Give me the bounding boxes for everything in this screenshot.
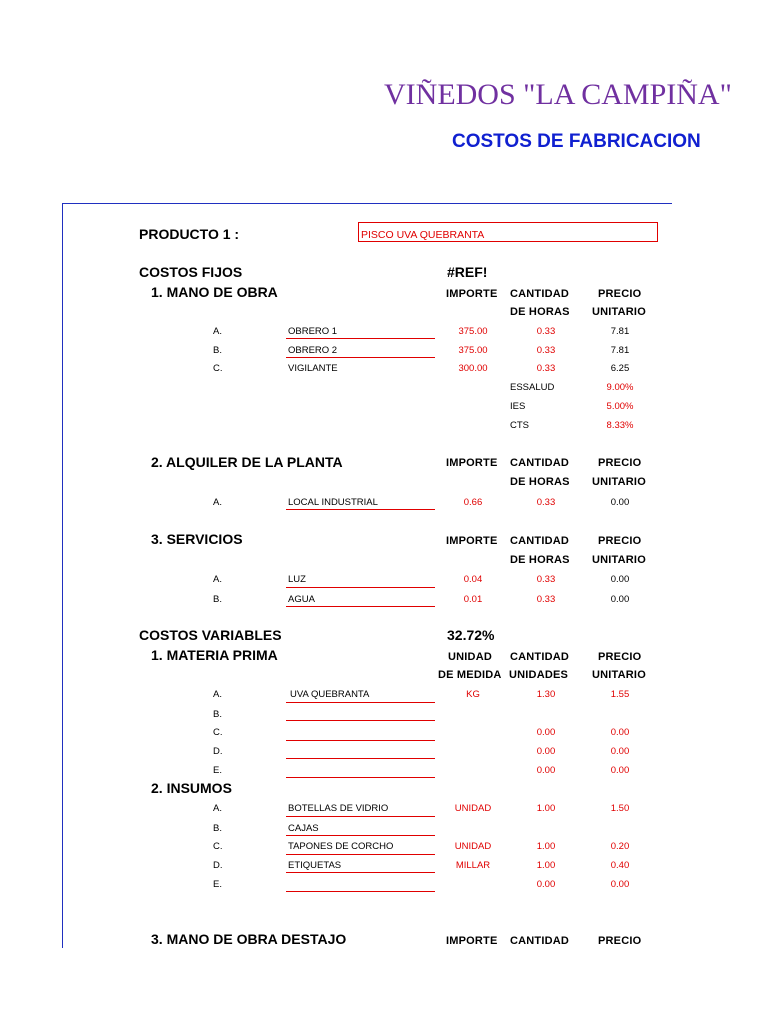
frame-left-border	[62, 203, 63, 948]
header-de-medida: DE MEDIDA	[438, 669, 502, 681]
row-precio[interactable]: 0.00	[610, 879, 630, 890]
row-precio[interactable]: 0.00	[610, 727, 630, 738]
cts-label: CTS	[510, 420, 529, 431]
header-precio: PRECIO	[598, 288, 642, 300]
row-underline	[286, 702, 435, 703]
header-precio: PRECIO	[598, 935, 642, 947]
costos-fijos-value: #REF!	[447, 264, 488, 280]
row-underline[interactable]	[286, 758, 435, 759]
row-letter: A.	[213, 689, 222, 700]
row-precio[interactable]: 0.20	[610, 841, 630, 852]
row-letter: C.	[213, 841, 223, 852]
header-cantidad: CANTIDAD	[510, 457, 570, 469]
row-underline[interactable]	[286, 891, 435, 892]
row-cantidad[interactable]: 0.33	[536, 497, 556, 508]
header-importe: IMPORTE	[446, 288, 498, 300]
row-underline	[286, 338, 435, 339]
row-underline	[286, 835, 435, 836]
row-letter: A.	[213, 803, 222, 814]
row-letter: A.	[213, 497, 222, 508]
header-precio: PRECIO	[598, 535, 642, 547]
costos-variables-label: COSTOS VARIABLES	[139, 627, 282, 643]
header-unitario: UNITARIO	[592, 306, 646, 318]
header-cantidad: CANTIDAD	[510, 651, 570, 663]
row-unidad[interactable]: UNIDAD	[454, 841, 492, 852]
row-cantidad[interactable]: 0.33	[536, 345, 556, 356]
row-letter: C.	[213, 363, 223, 374]
page-title: VIÑEDOS "LA CAMPIÑA"	[384, 78, 732, 111]
header-de-horas: DE HORAS	[510, 476, 570, 488]
header-precio: PRECIO	[598, 457, 642, 469]
row-importe[interactable]: 0.04	[463, 574, 483, 585]
row-cantidad[interactable]: 0.33	[536, 594, 556, 605]
essalud-value[interactable]: 9.00%	[606, 382, 634, 393]
row-precio[interactable]: 0.40	[610, 860, 630, 871]
row-cantidad[interactable]: 0.33	[536, 574, 556, 585]
row-name[interactable]: ETIQUETAS	[288, 860, 342, 871]
row-letter: B.	[213, 709, 222, 720]
header-importe: IMPORTE	[446, 535, 498, 547]
row-underline	[286, 357, 435, 358]
row-precio[interactable]: 1.50	[610, 803, 630, 814]
header-importe: IMPORTE	[446, 935, 498, 947]
row-underline	[286, 854, 435, 855]
row-precio: 7.81	[610, 326, 630, 337]
header-unitario: UNITARIO	[592, 476, 646, 488]
row-name[interactable]: OBRERO 1	[288, 326, 338, 337]
header-cantidad: CANTIDAD	[510, 935, 570, 947]
servicios-label: 3. SERVICIOS	[151, 531, 243, 547]
row-underline[interactable]	[286, 777, 435, 778]
row-letter: B.	[213, 594, 222, 605]
row-unidad[interactable]: MILLAR	[455, 860, 491, 871]
row-underline	[286, 872, 435, 873]
row-cantidad[interactable]: 1.00	[536, 860, 556, 871]
row-underline	[286, 587, 435, 588]
row-importe[interactable]: 0.66	[463, 497, 483, 508]
row-cantidad[interactable]: 0.00	[536, 727, 556, 738]
header-unidades: UNIDADES	[509, 669, 569, 681]
costos-variables-value: 32.72%	[447, 627, 495, 643]
ies-label: IES	[510, 401, 526, 412]
alquiler-label: 2. ALQUILER DE LA PLANTA	[151, 454, 343, 470]
row-name[interactable]: OBRERO 2	[288, 345, 338, 356]
row-precio[interactable]: 0.00	[610, 765, 630, 776]
row-letter: D.	[213, 746, 223, 757]
row-precio[interactable]: 0.00	[610, 746, 630, 757]
row-letter: D.	[213, 860, 223, 871]
row-underline[interactable]	[286, 740, 435, 741]
header-unitario: UNITARIO	[592, 669, 646, 681]
header-cantidad: CANTIDAD	[510, 288, 570, 300]
row-cantidad[interactable]: 0.33	[536, 363, 556, 374]
mano-obra-destajo-label: 3. MANO DE OBRA DESTAJO	[151, 931, 347, 947]
header-unitario: UNITARIO	[592, 554, 646, 566]
row-cantidad[interactable]: 0.00	[536, 746, 556, 757]
row-precio: 0.00	[610, 574, 630, 585]
row-letter: E.	[213, 765, 222, 776]
row-precio: 6.25	[610, 363, 630, 374]
header-precio: PRECIO	[598, 651, 642, 663]
row-importe[interactable]: 300.00	[458, 363, 488, 374]
row-importe[interactable]: 0.01	[463, 594, 483, 605]
row-precio: 7.81	[610, 345, 630, 356]
header-de-horas: DE HORAS	[510, 306, 570, 318]
header-unidad: UNIDAD	[448, 651, 492, 663]
row-name[interactable]: AGUA	[288, 594, 315, 605]
row-letter: B.	[213, 345, 222, 356]
row-underline	[286, 606, 435, 607]
row-letter: C.	[213, 727, 223, 738]
cts-value[interactable]: 8.33%	[606, 420, 634, 431]
row-letter: A.	[213, 574, 222, 585]
row-underline	[286, 816, 435, 817]
row-underline	[286, 509, 435, 510]
row-unidad[interactable]: UNIDAD	[454, 803, 492, 814]
row-cantidad[interactable]: 0.00	[536, 879, 556, 890]
producto-label: PRODUCTO 1 :	[139, 226, 240, 242]
row-name[interactable]: LOCAL INDUSTRIAL	[288, 497, 378, 508]
page-subtitle: COSTOS DE FABRICACION	[452, 131, 701, 152]
producto-value: PISCO UVA QUEBRANTA	[361, 229, 485, 241]
row-unidad[interactable]: KG	[466, 689, 480, 700]
row-name[interactable]: LUZ	[288, 574, 306, 585]
row-cantidad[interactable]: 1.00	[536, 841, 556, 852]
row-name[interactable]: UVA QUEBRANTA	[290, 689, 370, 700]
header-importe: IMPORTE	[446, 457, 498, 469]
row-cantidad[interactable]: 0.00	[536, 765, 556, 776]
row-precio: 0.00	[610, 594, 630, 605]
row-importe[interactable]: 375.00	[458, 345, 488, 356]
row-name[interactable]: CAJAS	[288, 823, 319, 834]
row-name[interactable]: BOTELLAS DE VIDRIO	[288, 803, 389, 814]
row-cantidad[interactable]: 0.33	[536, 326, 556, 337]
header-cantidad: CANTIDAD	[510, 535, 570, 547]
row-cantidad[interactable]: 1.00	[536, 803, 556, 814]
mano-obra-label: 1. MANO DE OBRA	[151, 284, 278, 300]
insumos-label: 2. INSUMOS	[151, 780, 232, 796]
row-precio[interactable]: 1.55	[610, 689, 630, 700]
row-precio: 0.00	[610, 497, 630, 508]
ies-value[interactable]: 5.00%	[606, 401, 634, 412]
essalud-label: ESSALUD	[510, 382, 555, 393]
materia-prima-label: 1. MATERIA PRIMA	[151, 647, 278, 663]
row-name[interactable]: VIGILANTE	[288, 363, 338, 374]
header-de-horas: DE HORAS	[510, 554, 570, 566]
row-letter: A.	[213, 326, 222, 337]
row-cantidad[interactable]: 1.30	[536, 689, 556, 700]
row-letter: B.	[213, 823, 222, 834]
frame-top-border	[62, 203, 672, 204]
row-underline[interactable]	[286, 720, 435, 721]
row-name[interactable]: TAPONES DE CORCHO	[288, 841, 394, 852]
row-importe[interactable]: 375.00	[458, 326, 488, 337]
row-letter: E.	[213, 879, 222, 890]
costos-fijos-label: COSTOS FIJOS	[139, 264, 243, 280]
